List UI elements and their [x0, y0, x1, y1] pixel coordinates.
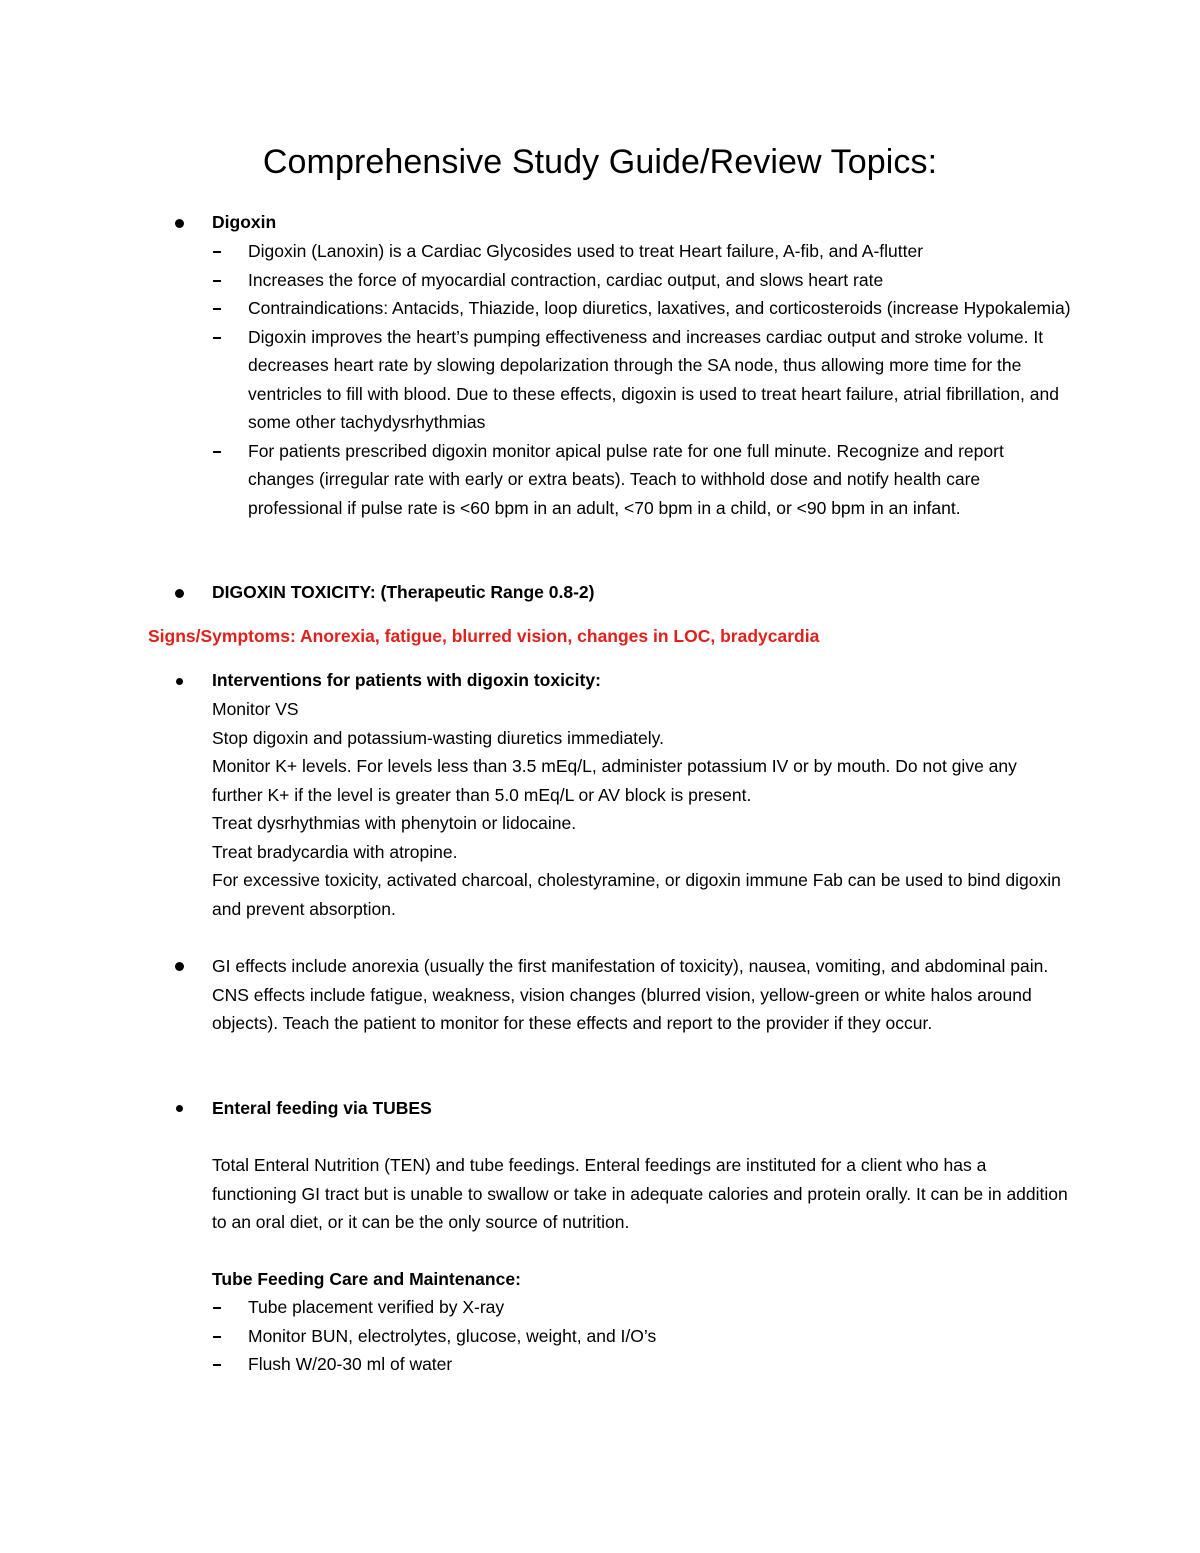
- digoxin-list: [212, 237, 1072, 522]
- bullet-icon: [175, 589, 184, 598]
- list-item: Increases the force of myocardial contraction, cardiac output, and slows heart rate: [212, 266, 1072, 295]
- gi-effects-paragraph: GI effects include anorexia (usually the first manifestation of toxicity), nausea, vomiting, and abdominal pain. CNS effects include fatigue, weakness, vision changes (blurred vision, yellow-green or white halos around objects). Teach the patient to monitor for these effects and report to the provider if they occur.: [212, 956, 1049, 1033]
- list-item: Flush W/20-30 ml of water: [212, 1350, 1072, 1379]
- intervention-line: Monitor K+ levels. For levels less than 3.5 mEq/L, administer potassium IV or by mouth. Do not give any further K+ if the level is greater than 5.0 mEq/L or AV block is present.: [212, 756, 1017, 805]
- tube-care-heading: Tube Feeding Care and Maintenance:: [212, 1269, 521, 1289]
- intervention-line: Monitor VS: [212, 699, 299, 719]
- bullet-icon: [176, 678, 183, 685]
- intervention-line: Treat bradycardia with atropine.: [212, 841, 458, 862]
- section-heading-interventions: Interventions for patients with digoxin toxicity:: [212, 670, 601, 690]
- bullet-icon: [175, 962, 184, 971]
- bullet-icon: [175, 219, 184, 228]
- intervention-line: For excessive toxicity, activated charcoal, cholestyramine, or digoxin immune Fab can be used to bind digoxin and prevent absorption.: [212, 870, 1061, 919]
- signs-symptoms: Signs/Symptoms: Anorexia, fatigue, blurred vision, changes in LOC, bradycardia: [148, 626, 820, 646]
- list-item: Tube placement verified by X-ray: [212, 1293, 1072, 1322]
- bullet-icon: [176, 1105, 183, 1112]
- section-heading-digoxin: Digoxin: [212, 212, 277, 232]
- list-item: Digoxin (Lanoxin) is a Cardiac Glycosides used to treat Heart failure, A-fib, and A-flutter: [212, 237, 1072, 266]
- section-heading-toxicity: DIGOXIN TOXICITY: (Therapeutic Range 0.8-2): [212, 582, 595, 602]
- interventions-text: [212, 695, 1072, 923]
- list-item: For patients prescribed digoxin monitor apical pulse rate for one full minute. Recognize and report changes (irregular rate with early or extra beats). Teach to withhold dose and notify health care professional if pulse rate is <60 bpm in an adult, <70 bpm in a child, or <90 bpm in an infant.: [212, 437, 1072, 523]
- list-item: Monitor BUN, electrolytes, glucose, weight, and I/O’s: [212, 1322, 1072, 1351]
- enteral-paragraph: Total Enteral Nutrition (TEN) and tube feedings. Enteral feedings are instituted for a client who has a functioning GI tract but is unable to swallow or take in adequate calories and protein orally. It can be in addition to an oral diet, or it can be the only source of nutrition.: [212, 1155, 1068, 1232]
- intervention-line: Stop digoxin and potassium-wasting diuretics immediately.: [212, 727, 664, 748]
- section-heading-enteral: Enteral feeding via TUBES: [212, 1098, 432, 1118]
- page-title: Comprehensive Study Guide/Review Topics:: [262, 143, 938, 181]
- tube-care-list: [212, 1293, 1072, 1379]
- list-item: Digoxin improves the heart’s pumping effectiveness and increases cardiac output and stroke volume. It decreases heart rate by slowing depolarization through the SA node, thus allowing more time for the ventricles to fill with blood. Due to these effects, digoxin is used to treat heart failure, atrial fibrillation, and some other tachydysrhythmias: [212, 323, 1072, 437]
- intervention-line: Treat dysrhythmias with phenytoin or lidocaine.: [212, 813, 577, 833]
- list-item: Contraindications: Antacids, Thiazide, loop diuretics, laxatives, and corticosteroids (increase Hypokalemia): [212, 294, 1072, 323]
